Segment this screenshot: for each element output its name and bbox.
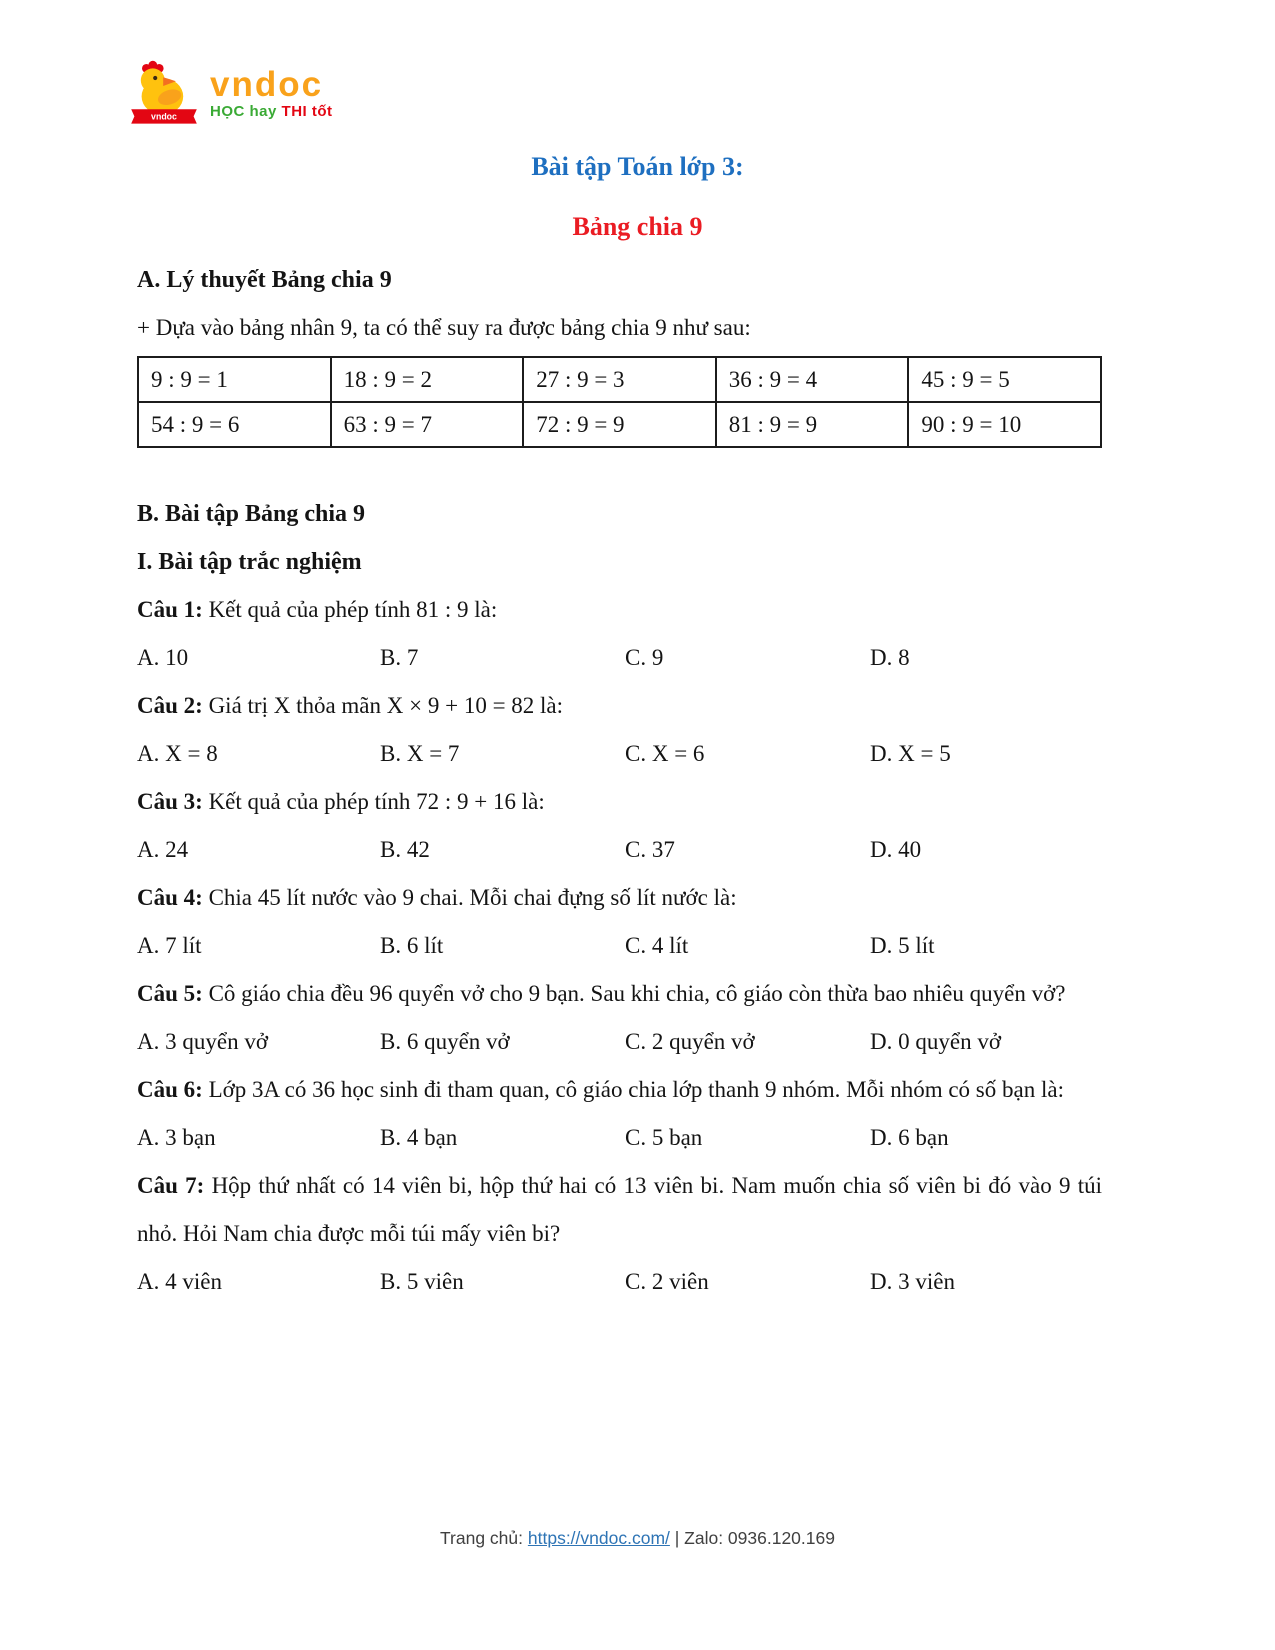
option-a: A. 7 lít bbox=[137, 933, 202, 958]
question-6-label: Câu 6: bbox=[137, 1077, 203, 1102]
table-cell: 27 : 9 = 3 bbox=[523, 357, 716, 402]
table-row bbox=[138, 402, 1101, 447]
option-a: A. 3 bạn bbox=[137, 1125, 216, 1150]
table-cell: 54 : 9 = 6 bbox=[138, 402, 331, 447]
page-title: Bài tập Toán lớp 3: bbox=[531, 152, 744, 181]
option-d: D. 3 viên bbox=[870, 1269, 955, 1294]
logo-banner-text: vndoc bbox=[151, 111, 177, 122]
option-c: C. 37 bbox=[625, 837, 675, 862]
question-5-text: Cô giáo chia đều 96 quyển vở cho 9 bạn. Sau khi chia, cô giáo còn thừa bao nhiêu quyển vở? bbox=[208, 981, 1066, 1006]
logo-tagline-green: HỌC hay bbox=[210, 103, 277, 120]
question-2-options bbox=[137, 730, 1102, 778]
option-b: B. 7 bbox=[380, 645, 419, 670]
table-cell: 45 : 9 = 5 bbox=[908, 357, 1101, 402]
option-b: B. 4 bạn bbox=[380, 1125, 458, 1150]
question-1-text: Kết quả của phép tính 81 : 9 là: bbox=[208, 597, 498, 622]
question-1-options bbox=[137, 634, 1102, 682]
option-a: A. 24 bbox=[137, 837, 189, 862]
question-4 bbox=[137, 874, 1102, 922]
question-3-text: Kết quả của phép tính 72 : 9 + 16 là: bbox=[208, 789, 545, 814]
question-3 bbox=[137, 778, 1102, 826]
question-6-options bbox=[137, 1114, 1102, 1162]
question-2-text: Giá trị X thỏa mãn X × 9 + 10 = 82 là: bbox=[208, 693, 564, 718]
question-7 bbox=[137, 1162, 1102, 1258]
question-5-options bbox=[137, 1018, 1102, 1066]
question-4-label: Câu 4: bbox=[137, 885, 203, 910]
question-7-text: Hộp thứ nhất có 14 viên bi, hộp thứ hai có 13 viên bi. Nam muốn chia số viên bi đó vào 9 túi nhỏ. Hỏi Nam chia được mỗi túi mấy viên bi? bbox=[137, 1173, 1103, 1246]
table-cell: 9 : 9 = 1 bbox=[138, 357, 331, 402]
question-6-text: Lớp 3A có 36 học sinh đi tham quan, cô giáo chia lớp thanh 9 nhóm. Mỗi nhóm có số bạn là: bbox=[208, 1077, 1064, 1102]
option-d: D. 8 bbox=[870, 645, 910, 670]
option-d: D. X = 5 bbox=[870, 741, 951, 766]
table-cell: 18 : 9 = 2 bbox=[331, 357, 524, 402]
question-5 bbox=[137, 970, 1102, 1018]
option-b: B. 6 quyển vở bbox=[380, 1029, 510, 1054]
option-d: D. 5 lít bbox=[870, 933, 935, 958]
option-c: C. 2 quyển vở bbox=[625, 1029, 755, 1054]
option-c: C. X = 6 bbox=[625, 741, 705, 766]
document-body bbox=[0, 256, 1275, 1306]
division-table bbox=[137, 356, 1102, 448]
option-d: D. 6 bạn bbox=[870, 1125, 949, 1150]
section-b-heading: B. Bài tập Bảng chia 9 bbox=[137, 501, 366, 527]
section-a-heading: A. Lý thuyết Bảng chia 9 bbox=[137, 267, 392, 293]
vndoc-logo bbox=[128, 58, 333, 130]
table-row bbox=[138, 357, 1101, 402]
question-3-options bbox=[137, 826, 1102, 874]
page-subtitle: Bảng chia 9 bbox=[572, 212, 703, 241]
question-7-options bbox=[137, 1258, 1102, 1306]
option-a: A. 3 quyển vở bbox=[137, 1029, 268, 1054]
chicken-mascot-icon bbox=[128, 58, 200, 130]
footer-home-link[interactable]: https://vndoc.com/ bbox=[527, 1528, 670, 1548]
table-cell: 63 : 9 = 7 bbox=[331, 402, 524, 447]
table-cell: 72 : 9 = 9 bbox=[523, 402, 716, 447]
page-footer bbox=[0, 1528, 1275, 1549]
section-a-intro: + Dựa vào bảng nhân 9, ta có thể suy ra được bảng chia 9 như sau: bbox=[137, 315, 751, 340]
section-i-heading: I. Bài tập trắc nghiệm bbox=[137, 549, 362, 575]
question-7-label: Câu 7: bbox=[137, 1173, 205, 1198]
option-d: D. 40 bbox=[870, 837, 922, 862]
option-d: D. 0 quyển vở bbox=[870, 1029, 1001, 1054]
option-c: C. 4 lít bbox=[625, 933, 689, 958]
option-b: B. 42 bbox=[380, 837, 430, 862]
logo-tagline bbox=[210, 103, 333, 121]
table-cell: 81 : 9 = 9 bbox=[716, 402, 909, 447]
option-b: B. 5 viên bbox=[380, 1269, 464, 1294]
option-c: C. 2 viên bbox=[625, 1269, 709, 1294]
option-a: A. 4 viên bbox=[137, 1269, 222, 1294]
question-5-label: Câu 5: bbox=[137, 981, 203, 1006]
table-cell: 90 : 9 = 10 bbox=[908, 402, 1101, 447]
footer-suffix: | Zalo: 0936.120.169 bbox=[669, 1528, 835, 1548]
question-2 bbox=[137, 682, 1102, 730]
question-3-label: Câu 3: bbox=[137, 789, 203, 814]
option-b: B. 6 lít bbox=[380, 933, 444, 958]
logo-wordmark bbox=[210, 67, 333, 121]
question-4-text: Chia 45 lít nước vào 9 chai. Mỗi chai đựng số lít nước là: bbox=[208, 885, 737, 910]
question-4-options bbox=[137, 922, 1102, 970]
option-b: B. X = 7 bbox=[380, 741, 460, 766]
question-2-label: Câu 2: bbox=[137, 693, 203, 718]
footer-prefix: Trang chủ: bbox=[440, 1528, 528, 1548]
option-a: A. 10 bbox=[137, 645, 189, 670]
logo-brand-text: vndoc bbox=[210, 65, 324, 104]
question-1 bbox=[137, 586, 1102, 634]
option-c: C. 5 bạn bbox=[625, 1125, 703, 1150]
logo-tagline-red: THI tốt bbox=[281, 103, 333, 120]
option-a: A. X = 8 bbox=[137, 741, 218, 766]
question-1-label: Câu 1: bbox=[137, 597, 203, 622]
option-c: C. 9 bbox=[625, 645, 664, 670]
table-cell: 36 : 9 = 4 bbox=[716, 357, 909, 402]
question-6 bbox=[137, 1066, 1102, 1114]
